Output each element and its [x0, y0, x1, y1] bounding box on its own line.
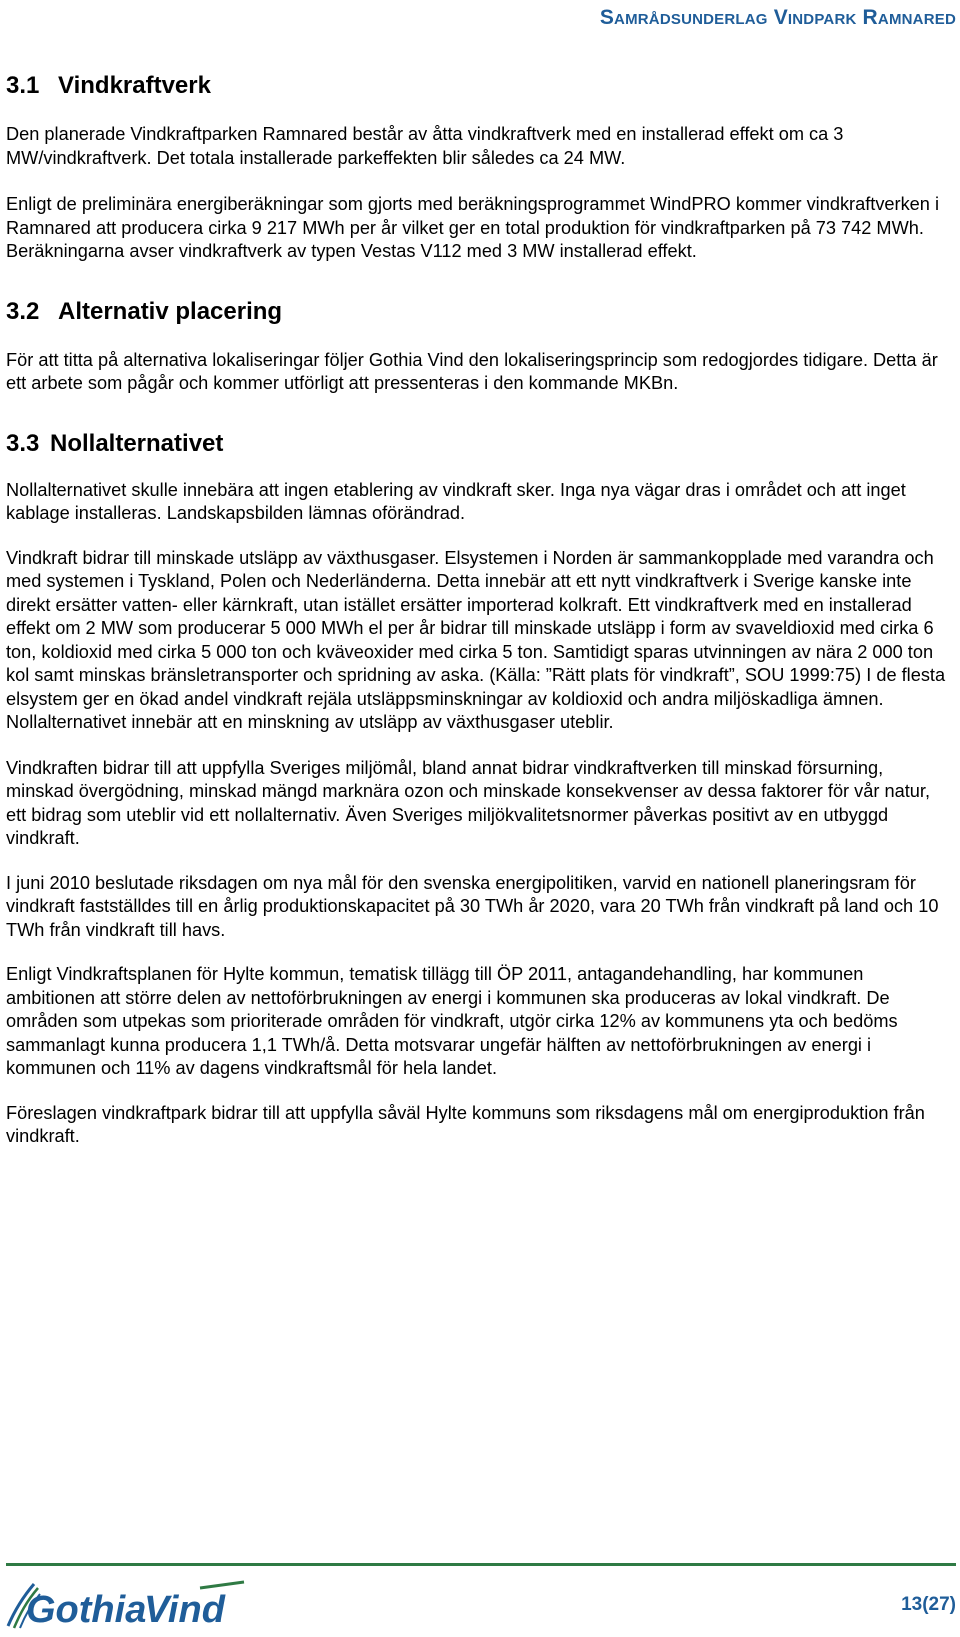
paragraph: Nollalternativet skulle innebära att ingen etablering av vindkraft sker. Inga nya vägar dras i området och att inget kablage installeras. Landskapsbilden lämnas oförändrad. [6, 479, 906, 523]
paragraph: Vindkraften bidrar till att uppfylla Sveriges miljömål, bland annat bidrar vindkraftverken till minskad försurning, minskad övergödning, minskad mängd marknära ozon och minskade konsekvenser av dessa faktorer för vår natur, ett bidrag som uteblir vid ett nollalternativ. Även Sveriges miljökvalitetsnormer påverkas positivt av en utbyggd vindkraft. [6, 757, 930, 848]
paragraph: Enligt de preliminära energiberäkningar som gjorts med beräkningsprogrammet WindPRO kommer vindkraftverken i Ramnared att producera cirka 9 217 MWh per år vilket ger en total produktion för vindkraftparken på 73 742 MWh. Beräkningarna avser vindkraftverk av typen Vestas V112 med 3 MW installerad effekt. [6, 194, 940, 261]
paragraph: Vindkraft bidrar till minskade utsläpp av växthusgaser. Elsystemen i Norden är sammankopplade med varandra och med systemen i Tyskland, Polen och Nederländerna. Detta innebär att ett nytt vindkraftverk i Sverige kanske inte direkt ersätter vatten- eller kärnkraft, utan istället ersätter importerad kolkraft. Ett vindkraftverk med en installerad effekt om 2 MW som producerar 5 000 MWh el per år bidrar till minskade utsläpp i form av svaveldioxid med cirka 6 ton, koldioxid med cirka 5 000 ton och kväveoxider med cirka 5 ton. Samtidigt sparas utvinningen av nära 2 000 ton kol samt minskas bränsletransporter och spridning av aska. (Källa: ”Rätt plats för vindkraft”, SOU 1999:75) I de flesta elsystem ger en ökad andel vindkraft rejäla utsläppsminskningar av koldioxid och andra miljöskadliga ämnen. Nollalternativet innebär att en minskning av utsläpp av växthusgaser uteblir. [6, 547, 946, 732]
section-number: 3.1 [6, 72, 40, 99]
paragraph: Den planerade Vindkraftparken Ramnared består av åtta vindkraftverk med en installerad effekt om ca 3 MW/vindkraftverk. Det totala installerade parkeffekten blir således ca 24 MW. [6, 124, 844, 168]
logo-text-gothia: Gothia [26, 1589, 147, 1631]
paragraph: Föreslagen vindkraftpark bidrar till att uppfylla såväl Hylte kommuns som riksdagens mål om energiproduktion från vindkraft. [6, 1102, 925, 1146]
logo-wing-icon [200, 1582, 244, 1588]
page-number: 13(27) [901, 1594, 956, 1615]
section-title: Nollalternativet [50, 429, 224, 457]
paragraph: I juni 2010 beslutade riksdagen om nya mål för den svenska energipolitiken, varvid en nationell planeringsram för vindkraft fastställdes till en årlig produktionskapacitet på 30 TWh år 2020, vara 20 TWh från vindkraft på land och 10 TWh från vindkraft till havs. [6, 872, 939, 940]
section-heading-3-1 [6, 70, 954, 102]
paragraph: För att titta på alternativa lokaliseringar följer Gothia Vind den lokaliseringsprincip som redogjordes tidigare. Detta är ett arbete som pågår och kommer utförligt att pressenteras i den kommande MKBn. [6, 349, 938, 393]
section-heading-3-3 [6, 428, 954, 460]
section-title: Alternativ placering [58, 297, 283, 325]
paragraph: Enligt Vindkraftsplanen för Hylte kommun, tematisk tillägg till ÖP 2011, antagandehandling, har kommunen ambitionen att större delen av nettoförbrukningen av energi i kommunen ska produceras av lokal vindkraft. De områden som utpekas som prioriterade områden för vindkraft, utgör cirka 12% av kommunens yta och bedöms sammanlagt kunna producera 1,1 TWh/å. Detta motsvarar ungefär hälften av nettoförbrukningen av energi i kommunen och 11% av dagens vindkraftsmål för hela landet. [6, 964, 898, 1078]
section-title: Vindkraftverk [58, 72, 211, 99]
footer-rule [6, 1563, 956, 1566]
logo-text-vind: Vind [144, 1589, 225, 1631]
running-header-title [600, 6, 956, 30]
running-header-text: Samrådsunderlag Vindpark Ramnared [599, 6, 956, 29]
document-body [6, 70, 954, 1149]
gothia-vind-logo [4, 1578, 264, 1634]
section-number: 3.2 [6, 297, 40, 325]
section-heading-3-2 [6, 296, 954, 328]
section-number: 3.3 [6, 429, 40, 457]
